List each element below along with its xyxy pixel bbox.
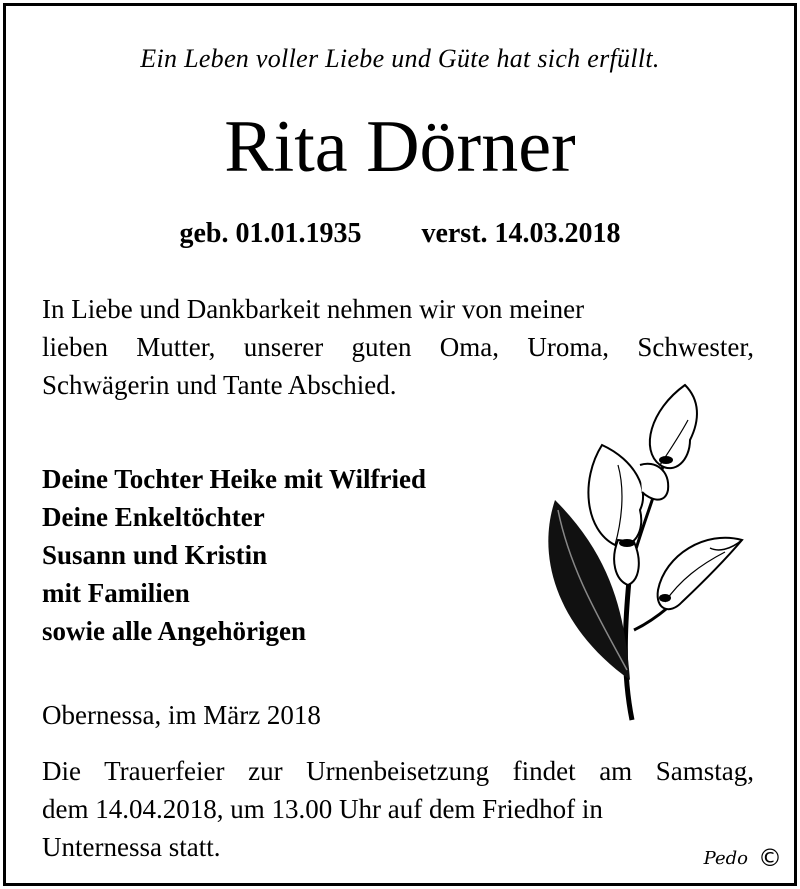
life-dates bbox=[0, 218, 800, 250]
death-date: verst. 14.03.2018 bbox=[421, 218, 621, 249]
notice-line: dem 14.04.2018, um 13.00 Uhr auf dem Friedhof in bbox=[42, 794, 603, 824]
notice-line: Die Trauerfeier zur Urnenbeisetzung findet am Samstag, bbox=[42, 756, 754, 786]
mourner-line: sowie alle Angehörigen bbox=[42, 616, 306, 646]
intro-line: In Liebe und Dankbarkeit nehmen wir von meiner bbox=[42, 294, 585, 324]
mourner-line: Deine Tochter Heike mit Wilfried bbox=[42, 464, 426, 494]
motto: Ein Leben voller Liebe und Güte hat sich erfüllt. bbox=[140, 44, 660, 73]
mourner-line: mit Familien bbox=[42, 578, 190, 608]
copyright-symbol: © bbox=[758, 844, 782, 872]
intro-line: lieben Mutter, unserer guten Oma, Uroma, Schwester, bbox=[42, 332, 754, 362]
deceased-name: Rita Dörner bbox=[224, 106, 576, 188]
mourner-line: Deine Enkeltöchter bbox=[42, 502, 265, 532]
calla-lily-icon bbox=[530, 380, 760, 725]
place-date: Obernessa, im März 2018 bbox=[42, 700, 321, 730]
mourner-line: Susann und Kristin bbox=[42, 540, 268, 570]
notice-line: Unternessa statt. bbox=[42, 832, 221, 862]
funeral-notice bbox=[42, 752, 754, 866]
birth-date: geb. 01.01.1935 bbox=[179, 218, 362, 249]
designer-signature: Pedo bbox=[703, 848, 748, 869]
mourners-list bbox=[42, 460, 426, 650]
intro-line: Schwägerin und Tante Abschied. bbox=[42, 370, 397, 400]
